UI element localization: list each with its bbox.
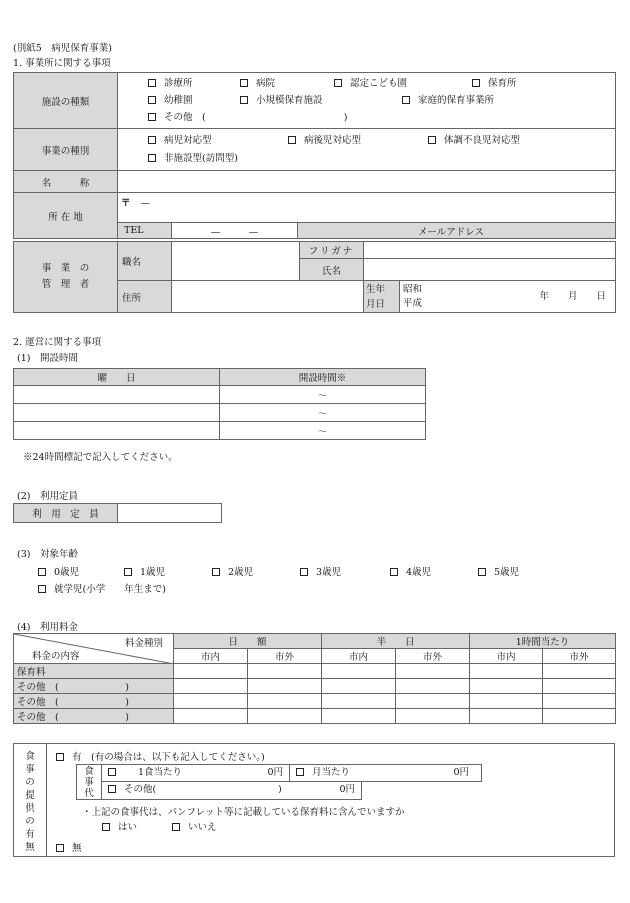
name-field[interactable] xyxy=(118,171,616,193)
meal-answer-options xyxy=(102,819,217,833)
age-option[interactable]: 1歳児 xyxy=(124,564,212,578)
hours-title: (1) 開設時間 xyxy=(17,353,78,364)
fee-cell[interactable] xyxy=(248,664,322,679)
checkbox-icon[interactable] xyxy=(108,768,116,776)
city-out-header: 市外 xyxy=(396,649,470,664)
facility-type-kodomoen[interactable]: 認定こども園 xyxy=(334,75,472,92)
business-type-unwell[interactable]: 体調不良児対応型 xyxy=(428,132,520,150)
age-option[interactable]: 3歳児 xyxy=(300,564,390,578)
checkbox-icon[interactable] xyxy=(172,823,180,831)
section1-title: 1. 事業所に関する事項 xyxy=(13,58,111,69)
fee-cell[interactable] xyxy=(248,709,322,724)
age-option[interactable]: 5歳児 xyxy=(478,564,519,578)
checkbox-icon[interactable] xyxy=(56,753,64,761)
fee-cell[interactable] xyxy=(543,694,616,709)
meal-side-label: 食 事 の 提 供 の 有 無 xyxy=(14,744,47,856)
age-option[interactable]: 0歳児 xyxy=(38,564,124,578)
hours-field[interactable]: ～ xyxy=(220,404,426,422)
checkbox-icon[interactable] xyxy=(390,568,398,576)
checkbox-icon[interactable] xyxy=(296,768,304,776)
manager-label: 事 業 の 管 理 者 xyxy=(14,242,118,313)
answer-yes[interactable]: はい xyxy=(102,819,172,833)
capacity-label: 利 用 定 員 xyxy=(14,504,118,523)
checkbox-icon[interactable] xyxy=(56,844,64,852)
hours-field[interactable]: ～ xyxy=(220,386,426,404)
fee-cell[interactable] xyxy=(543,709,616,724)
meal-no-option[interactable]: 無 xyxy=(56,840,82,854)
position-field[interactable] xyxy=(172,242,300,281)
fee-cell[interactable] xyxy=(322,664,396,679)
fee-cell[interactable] xyxy=(174,709,248,724)
hours-field[interactable]: ～ xyxy=(220,422,426,440)
age-option-school[interactable]: 就学児(小学 年生まで) xyxy=(38,581,166,595)
checkbox-icon[interactable] xyxy=(334,79,342,87)
fees-table xyxy=(13,633,616,724)
business-type-recovery[interactable]: 病後児対応型 xyxy=(288,132,428,150)
city-in-header: 市内 xyxy=(470,649,543,664)
weekday-field[interactable] xyxy=(14,422,220,440)
furigana-field[interactable] xyxy=(364,242,616,259)
form-label: (別紙5 病児保育事業) xyxy=(13,43,112,54)
checkbox-icon[interactable] xyxy=(148,113,156,121)
fee-cell[interactable] xyxy=(174,679,248,694)
manager-name-field[interactable] xyxy=(364,259,616,281)
fee-cell[interactable] xyxy=(396,664,470,679)
hours-row xyxy=(14,404,426,422)
facility-type-small-scale[interactable]: 小規模保育施設 xyxy=(240,92,402,109)
checkbox-icon[interactable] xyxy=(102,823,110,831)
checkbox-icon[interactable] xyxy=(148,96,156,104)
postal-mark: 〒 xyxy=(121,198,131,209)
fee-cell[interactable] xyxy=(396,679,470,694)
checkbox-icon[interactable] xyxy=(240,96,248,104)
fee-cell[interactable] xyxy=(322,694,396,709)
fee-row-label: その他 ( ) xyxy=(14,679,174,694)
capacity-table xyxy=(13,503,222,523)
name-label: 名 称 xyxy=(14,171,118,193)
fee-cell[interactable] xyxy=(174,664,248,679)
fee-cell[interactable] xyxy=(470,664,543,679)
address-label: 所 在 地 xyxy=(14,193,118,239)
ages-title: (3) 対象年齢 xyxy=(17,549,78,560)
fee-cell[interactable] xyxy=(322,709,396,724)
facility-type-hospital[interactable]: 病院 xyxy=(240,75,334,92)
age-options xyxy=(38,564,519,578)
facility-type-nursery[interactable]: 保育所 xyxy=(472,75,517,92)
business-type-visiting[interactable]: 非施設型(訪問型) xyxy=(148,150,238,168)
manager-table xyxy=(13,241,616,313)
furigana-label: フリガナ xyxy=(300,242,364,259)
business-type-sick[interactable]: 病児対応型 xyxy=(148,132,288,150)
meal-question: ・上記の食事代は、パンフレット等に記載している保育料に含んでいますか xyxy=(82,807,405,818)
address-field[interactable]: 〒 — xyxy=(118,193,616,223)
meal-box xyxy=(13,743,615,857)
city-out-header: 市外 xyxy=(248,649,322,664)
tel-field[interactable]: — — xyxy=(172,223,298,239)
fee-cell[interactable] xyxy=(248,679,322,694)
day-rate-header: 日 額 xyxy=(174,634,322,649)
fees-diagonal-header: 料金種別 料金の内容 xyxy=(14,634,174,664)
fee-row-label: その他 ( ) xyxy=(14,694,174,709)
section2-title: 2. 運営に関する事項 xyxy=(13,337,102,348)
checkbox-icon[interactable] xyxy=(300,568,308,576)
checkbox-icon[interactable] xyxy=(288,136,296,144)
hourly-header: 1時間当たり xyxy=(470,634,616,649)
fee-cell[interactable] xyxy=(322,679,396,694)
checkbox-icon[interactable] xyxy=(148,154,156,162)
age-option[interactable]: 2歳児 xyxy=(212,564,300,578)
position-label: 職名 xyxy=(118,242,172,281)
table-row xyxy=(14,679,616,694)
checkbox-icon[interactable] xyxy=(148,79,156,87)
meal-yes-option[interactable]: 有 (有の場合は、以下も記入してください。) xyxy=(56,749,265,763)
weekday-header: 曜 日 xyxy=(14,369,220,386)
city-in-header: 市内 xyxy=(322,649,396,664)
fee-cell[interactable] xyxy=(543,664,616,679)
manager-name-label: 氏名 xyxy=(300,259,364,281)
fee-cell[interactable] xyxy=(470,694,543,709)
checkbox-icon[interactable] xyxy=(148,136,156,144)
checkbox-icon[interactable] xyxy=(38,568,46,576)
checkbox-icon[interactable] xyxy=(478,568,486,576)
per-month-option[interactable]: 月当たり 0円 xyxy=(290,764,482,782)
city-out-header: 市外 xyxy=(543,649,616,664)
tel-label: TEL xyxy=(118,223,172,239)
checkbox-icon[interactable] xyxy=(124,568,132,576)
age-option[interactable]: 4歳児 xyxy=(390,564,478,578)
fee-cell[interactable] xyxy=(396,709,470,724)
checkbox-icon[interactable] xyxy=(212,568,220,576)
fee-cell[interactable] xyxy=(396,694,470,709)
manager-address-field[interactable] xyxy=(172,281,364,313)
meal-fee-label: 食 事 代 xyxy=(76,764,102,800)
checkbox-icon[interactable] xyxy=(108,785,116,793)
per-meal-option[interactable]: 1食当たり 0円 xyxy=(102,764,290,782)
fees-title: (4) 利用料金 xyxy=(17,622,78,633)
facility-type-clinic[interactable]: 診療所 xyxy=(148,75,240,92)
checkbox-icon[interactable] xyxy=(38,585,46,593)
fee-cell[interactable] xyxy=(543,679,616,694)
facility-type-other[interactable]: その他 ( ) xyxy=(148,109,347,126)
checkbox-icon[interactable] xyxy=(472,79,480,87)
hours-note: ※24時間標記で記入してください。 xyxy=(23,452,178,463)
birth-field[interactable]: 昭和 平成 年 月 日 xyxy=(400,281,616,313)
hours-header: 開設時間※ xyxy=(220,369,426,386)
hours-row xyxy=(14,422,426,440)
fee-row-label: 保育料 xyxy=(14,664,174,679)
weekday-field[interactable] xyxy=(14,404,220,422)
half-day-header: 半 日 xyxy=(322,634,470,649)
fee-cell[interactable] xyxy=(470,709,543,724)
capacity-title: (2) 利用定員 xyxy=(17,491,78,502)
facility-info-table xyxy=(13,72,616,239)
fee-cell[interactable] xyxy=(174,694,248,709)
fee-cell[interactable] xyxy=(470,679,543,694)
manager-address-label: 住所 xyxy=(118,281,172,313)
email-label: メールアドレス xyxy=(298,223,616,239)
weekday-field[interactable] xyxy=(14,386,220,404)
facility-type-home-based[interactable]: 家庭的保育事業所 xyxy=(402,92,494,109)
checkbox-icon[interactable] xyxy=(240,79,248,87)
hours-table xyxy=(13,368,426,440)
city-in-header: 市内 xyxy=(174,649,248,664)
checkbox-icon[interactable] xyxy=(428,136,436,144)
checkbox-icon[interactable] xyxy=(402,96,410,104)
business-type-label: 事業の種別 xyxy=(14,129,118,171)
answer-no[interactable]: いいえ xyxy=(172,819,217,833)
facility-type-kindergarten[interactable]: 幼稚園 xyxy=(148,92,240,109)
birth-label: 生年 月日 xyxy=(364,281,400,313)
other-meal-option[interactable]: その他( ) 0円 xyxy=(102,782,362,800)
hours-row xyxy=(14,386,426,404)
table-row xyxy=(14,694,616,709)
capacity-field[interactable] xyxy=(118,504,222,523)
table-row xyxy=(14,664,616,679)
table-row xyxy=(14,709,616,724)
fee-cell[interactable] xyxy=(248,694,322,709)
fee-row-label: その他 ( ) xyxy=(14,709,174,724)
facility-type-label: 施設の種類 xyxy=(14,73,118,129)
